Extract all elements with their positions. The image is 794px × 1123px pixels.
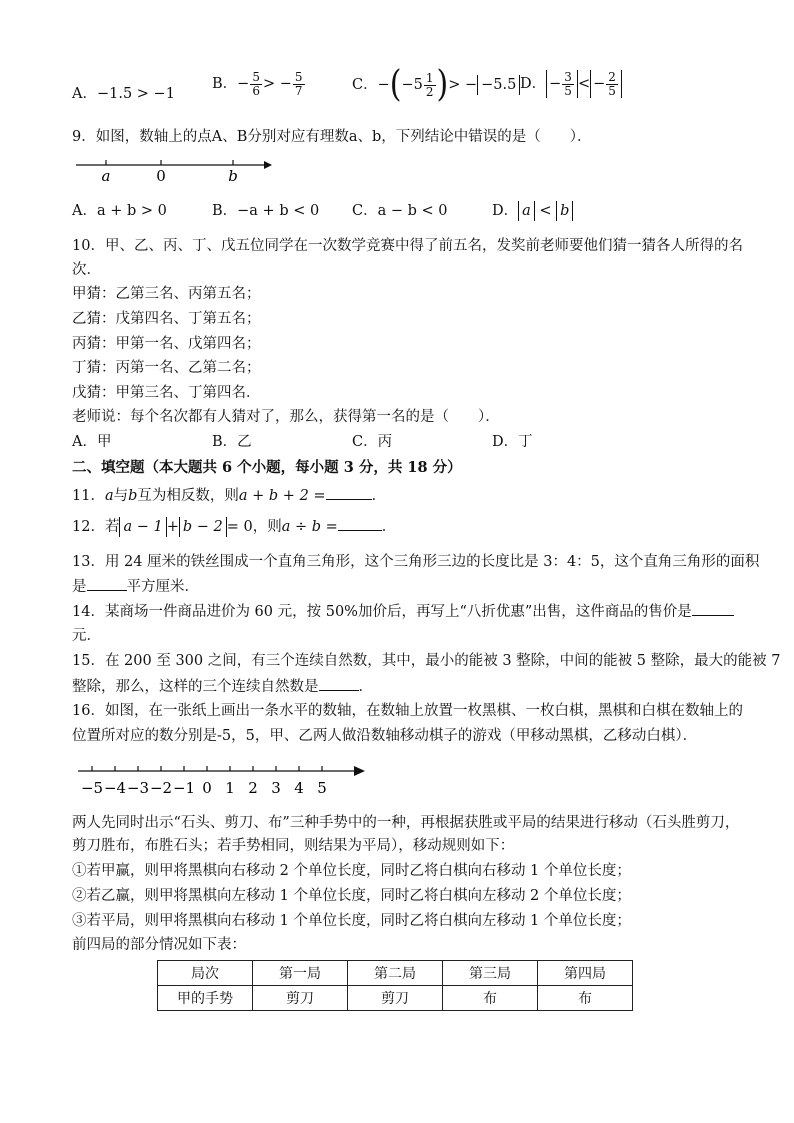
axis-arrow bbox=[354, 766, 365, 776]
q13-line2 bbox=[72, 576, 199, 597]
option-label: C． bbox=[352, 203, 378, 219]
q10-option-d bbox=[492, 428, 533, 456]
table-cell: 布 bbox=[443, 986, 538, 1011]
absolute-value bbox=[546, 70, 578, 98]
q16-rule-2: ②若乙赢，则甲将黑棋向左移动 1 个单位长度，同时乙将白棋向左移动 2 个单位长度； bbox=[72, 888, 631, 904]
denominator: 5 bbox=[564, 83, 572, 98]
q16-line1: 16．如图，在一张纸上画出一条水平的数轴，在数轴上放置一枚黑棋、一枚白棋，黑棋和白棋在数轴上的 bbox=[72, 703, 743, 719]
operator: > − bbox=[262, 76, 292, 92]
fraction bbox=[562, 71, 574, 98]
q9-stem: 9．如图，数轴上的点A、B分别对应有理数a、b，下列结论中错误的是（ ）． bbox=[72, 129, 592, 145]
q12-expression: a ÷ b = bbox=[281, 519, 338, 535]
q8-option-a bbox=[72, 80, 175, 108]
option-text: a − b < 0 bbox=[377, 203, 448, 219]
var-b: b bbox=[128, 488, 138, 504]
q10-options bbox=[72, 428, 722, 456]
answer-blank[interactable] bbox=[319, 676, 359, 691]
option-text: 丙 bbox=[377, 434, 393, 450]
left-paren: ( bbox=[389, 63, 402, 106]
option-label: A． bbox=[72, 86, 97, 102]
q11-number: 11． bbox=[72, 488, 105, 504]
q8-option-c bbox=[352, 63, 520, 106]
q12-number: 12．若 bbox=[72, 519, 120, 535]
tick-label: −5 bbox=[80, 779, 104, 797]
table-cell: 甲的手势 bbox=[158, 986, 253, 1011]
q11 bbox=[72, 485, 386, 506]
option-text: 乙 bbox=[237, 434, 252, 450]
q13-text: 是 bbox=[72, 579, 87, 595]
fraction bbox=[250, 71, 262, 98]
minus-sign: − bbox=[549, 76, 562, 92]
tick-label: 2 bbox=[248, 779, 258, 797]
q10-stem-line1: 10．甲、乙、丙、丁、戊五位同学在一次数学竞赛中得了前五名，发奖前老师要他们猜一猜各人所得的名 bbox=[72, 238, 743, 254]
answer-blank[interactable] bbox=[326, 485, 372, 500]
option-label: C． bbox=[352, 434, 378, 450]
minus-sign: − bbox=[593, 76, 606, 92]
q10-guess-3: 丙猜：甲第一名、戊第四名； bbox=[72, 336, 261, 352]
option-label: D． bbox=[520, 76, 547, 92]
q13-text: 平方厘米． bbox=[126, 579, 199, 595]
option-label: B． bbox=[212, 203, 238, 219]
tick-label: 1 bbox=[225, 779, 235, 797]
axis-label-0: 0 bbox=[156, 167, 166, 185]
q8-option-d bbox=[520, 70, 622, 98]
q9-option-b bbox=[212, 197, 319, 225]
option-label: B． bbox=[212, 434, 238, 450]
q9-option-a bbox=[72, 197, 167, 225]
tick-label: −1 bbox=[172, 779, 196, 797]
axis-arrow bbox=[264, 161, 272, 169]
right-paren: ) bbox=[436, 63, 449, 106]
tick-label: 5 bbox=[317, 779, 327, 797]
option-label: A． bbox=[72, 434, 97, 450]
q10-option-a bbox=[72, 428, 111, 456]
q10-guess-4: 丁猜：丙第一名、乙第二名； bbox=[72, 360, 261, 376]
answer-blank[interactable] bbox=[692, 601, 734, 616]
period: ． bbox=[358, 679, 373, 695]
answer-blank[interactable] bbox=[87, 576, 127, 591]
period: ． bbox=[371, 488, 387, 504]
table-header-cell: 第三局 bbox=[443, 961, 538, 986]
absolute-value: b − 2 bbox=[179, 517, 227, 537]
table-cell: 剪刀 bbox=[253, 986, 348, 1011]
minus-sign: − bbox=[377, 77, 390, 93]
fraction bbox=[606, 71, 618, 98]
q14-line2: 元． bbox=[72, 628, 101, 644]
q15-line2 bbox=[72, 676, 373, 697]
absolute-value: b bbox=[556, 201, 573, 221]
q10-guess-5: 戊猜：甲第三名、丁第四名． bbox=[72, 385, 261, 401]
q10-stem-line2: 次． bbox=[72, 262, 101, 278]
q11-text: 与 bbox=[113, 488, 129, 504]
q10-guess-1: 甲猜：乙第三名、丙第五名； bbox=[72, 286, 261, 302]
q14-line1 bbox=[72, 601, 734, 622]
tick-label: −3 bbox=[126, 779, 150, 797]
q11-expression: a + b + 2 = bbox=[238, 488, 326, 504]
q16-number-line bbox=[76, 758, 366, 798]
table-header-row bbox=[158, 961, 633, 986]
operator: < bbox=[539, 203, 552, 219]
q9-option-c bbox=[352, 197, 448, 225]
q12 bbox=[72, 516, 396, 537]
option-text: −1.5 > −1 bbox=[96, 86, 175, 102]
q16-table bbox=[157, 960, 633, 1011]
numerator: 3 bbox=[564, 69, 572, 84]
q10-guess-2: 乙猜：戊第四名、丁第五名； bbox=[72, 311, 261, 327]
table-header-cell: 第四局 bbox=[538, 961, 633, 986]
q10-option-b bbox=[212, 428, 252, 456]
option-label: D． bbox=[492, 434, 519, 450]
denominator: 2 bbox=[425, 84, 434, 99]
table-header-cell: 局次 bbox=[158, 961, 253, 986]
q13-line1: 13．用 24 厘米的铁丝围成一个直角三角形，这个三角形三边的长度比是 3：4：5，这个直角三角形的面积 bbox=[72, 554, 760, 570]
q16-line3: 两人先同时出示“石头、剪刀、布”三种手势中的一种，再根据获胜或平局的结果进行移动（石头胜剪刀， bbox=[72, 815, 740, 831]
denominator: 7 bbox=[294, 83, 303, 98]
absolute-value: a − 1 bbox=[119, 517, 166, 537]
q16-table-intro: 前四局的部分情况如下表： bbox=[72, 937, 246, 953]
table-row bbox=[158, 986, 633, 1011]
option-text: 甲 bbox=[96, 434, 112, 450]
axis-label-a: a bbox=[101, 167, 111, 185]
q10-option-c bbox=[352, 428, 392, 456]
numerator: 5 bbox=[252, 69, 260, 84]
table-cell: 剪刀 bbox=[348, 986, 443, 1011]
tick-label: 0 bbox=[202, 779, 212, 797]
absolute-value: a bbox=[518, 201, 535, 221]
mixed-whole: −5 bbox=[401, 77, 423, 93]
numerator: 1 bbox=[425, 70, 434, 85]
axis-label-b: b bbox=[228, 167, 238, 185]
absolute-value bbox=[590, 70, 622, 98]
minus-sign: − bbox=[237, 76, 250, 92]
q11-text: 互为相反数，则 bbox=[137, 488, 239, 504]
var-a: a bbox=[104, 488, 114, 504]
q16-line2: 位置所对应的数分别是-5，5，甲、乙两人做沿数轴移动棋子的游戏（甲移动黑棋，乙移动白棋）． bbox=[72, 728, 698, 744]
tick-label: −4 bbox=[103, 779, 127, 797]
denominator: 5 bbox=[608, 83, 616, 98]
numerator: 5 bbox=[294, 69, 303, 84]
operator: + bbox=[166, 519, 179, 535]
section-heading: 二、填空题（本大题共 6 个小题，每小题 3 分，共 18 分） bbox=[72, 459, 462, 476]
tick-label: 4 bbox=[294, 779, 304, 797]
q14-text: 14．某商场一件商品进价为 60 元，按 50%加价后，再写上“八折优惠”出售，这件商品的售价是 bbox=[72, 604, 692, 620]
option-label: A． bbox=[72, 203, 97, 219]
q9-option-d bbox=[492, 197, 573, 225]
q15-text: 整除，那么，这样的三个连续自然数是 bbox=[72, 679, 319, 695]
option-text: −a + b < 0 bbox=[237, 203, 320, 219]
option-text: a + b > 0 bbox=[96, 203, 167, 219]
q12-text: = 0，则 bbox=[226, 519, 282, 535]
fraction bbox=[293, 71, 305, 98]
q15-line1: 15．在 200 至 300 之间，有三个连续自然数，其中，最小的能被 3 整除，中间的能被 5 整除，最大的能被 7 bbox=[72, 653, 781, 669]
q8-options bbox=[72, 63, 722, 108]
table-cell: 布 bbox=[538, 986, 633, 1011]
table-header-cell: 第一局 bbox=[253, 961, 348, 986]
q9-options bbox=[72, 197, 722, 225]
q8-option-b bbox=[212, 70, 306, 98]
fraction bbox=[424, 72, 436, 99]
denominator: 6 bbox=[252, 83, 260, 98]
q16-line4: 剪刀胜布，布胜石头；若手势相同，则结果为平局），移动规则如下： bbox=[72, 838, 515, 854]
q16-rule-3: ③若平局，则甲将黑棋向右移动 1 个单位长度，同时乙将白棋向左移动 1 个单位长度； bbox=[72, 913, 631, 929]
operator: > − bbox=[448, 77, 478, 93]
option-label: D． bbox=[492, 203, 519, 219]
operator: < bbox=[577, 76, 591, 92]
absolute-value: −5.5 bbox=[477, 75, 520, 95]
tick-label: 3 bbox=[271, 779, 281, 797]
option-label: B． bbox=[212, 76, 238, 92]
q9-number-line bbox=[72, 150, 272, 186]
option-label: C． bbox=[352, 77, 378, 93]
numerator: 2 bbox=[608, 69, 616, 84]
table-header-cell: 第二局 bbox=[348, 961, 443, 986]
tick-label: −2 bbox=[149, 779, 173, 797]
answer-blank[interactable] bbox=[338, 516, 382, 531]
period: ． bbox=[381, 519, 397, 535]
option-text: 丁 bbox=[518, 434, 533, 450]
q10-teacher: 老师说：每个名次都有人猜对了，那么，获得第一名的是（ ）． bbox=[72, 409, 500, 425]
q16-rule-1: ①若甲赢，则甲将黑棋向右移动 2 个单位长度，同时乙将白棋向右移动 1 个单位长度； bbox=[72, 863, 631, 879]
